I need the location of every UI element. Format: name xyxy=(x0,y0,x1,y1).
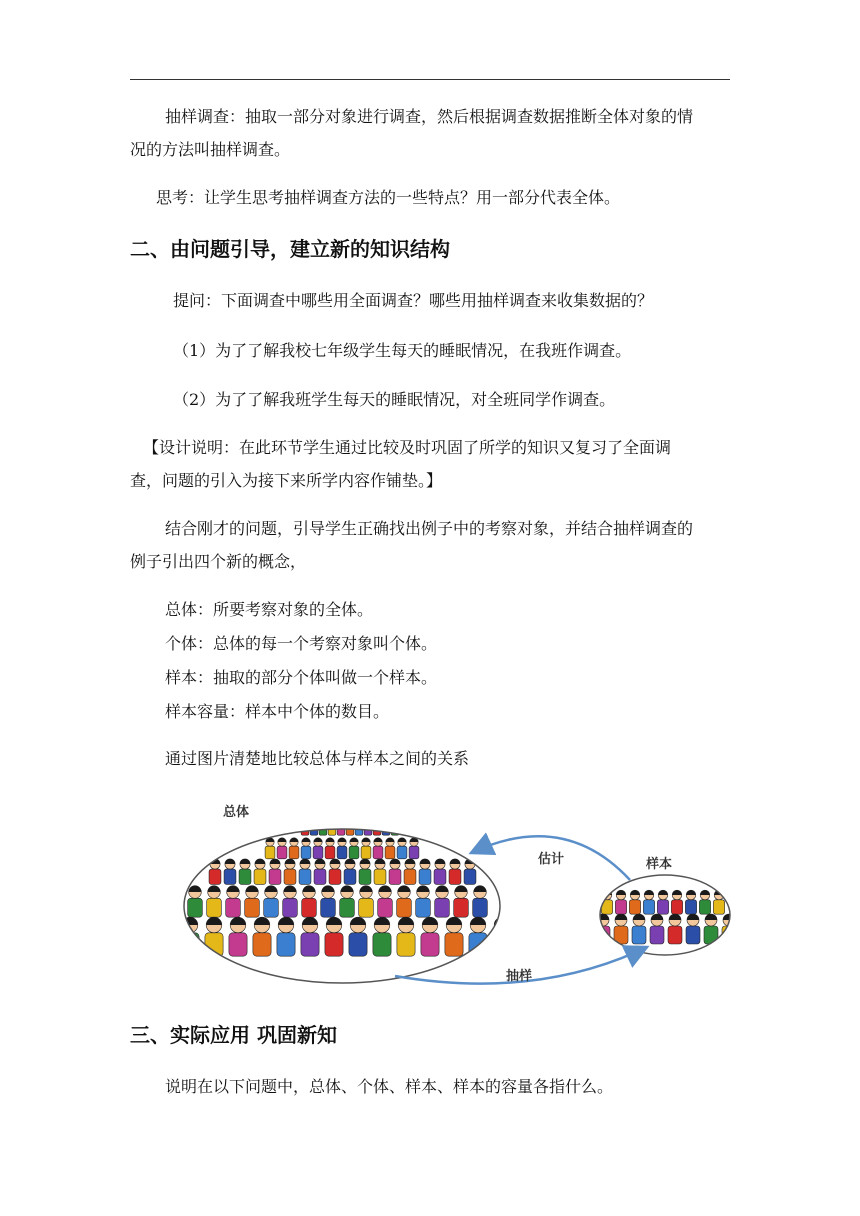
design-note-line-1: 【设计说明：在此环节学生通过比较及时巩固了所学的知识又复习了全面调 xyxy=(143,438,672,457)
label-total: 总体 xyxy=(223,805,250,820)
label-estimate: 估计 xyxy=(538,852,565,867)
sample-crowd xyxy=(595,870,735,960)
label-sample: 样本 xyxy=(646,857,673,872)
population-sample-figure xyxy=(175,800,735,990)
sampling-definition-line-2: 况的方法叫抽样调查。 xyxy=(130,140,291,159)
definition-sample-size: 样本容量：样本中个体的数目。 xyxy=(165,702,390,721)
combine-line-1: 结合刚才的问题，引导学生正确找出例子中的考察对象，并结合抽样调查的 xyxy=(165,519,694,538)
sampling-definition-line-1: 抽样调查：抽取一部分对象进行调查，然后根据调查数据推断全体对象的情 xyxy=(165,107,694,126)
think-paragraph: 思考：让学生思考抽样调查方法的一些特点？用一部分代表全体。 xyxy=(156,188,621,207)
header-rule xyxy=(130,79,730,80)
question-line: 提问：下面调查中哪些用全面调查？哪些用抽样调查来收集数据的？ xyxy=(173,291,654,310)
design-note-line-2: 查，问题的引入为接下来所学内容作铺垫。】 xyxy=(130,471,443,490)
question-item-2: （2）为了了解我班学生每天的睡眠情况，对全班同学作调查。 xyxy=(173,390,616,409)
section-3-text: 说明在以下问题中，总体、个体、样本、样本的容量各指什么。 xyxy=(165,1077,614,1096)
combine-line-2: 例子引出四个新的概念， xyxy=(130,552,307,571)
definition-individual: 个体：总体的每一个考察对象叫个体。 xyxy=(165,634,438,653)
section-2-heading: 二、由问题引导，建立新的知识结构 xyxy=(130,237,450,261)
definition-sample: 样本：抽取的部分个体叫做一个样本。 xyxy=(165,668,438,687)
section-3-heading: 三、实际应用 巩固新知 xyxy=(130,1023,337,1047)
compare-caption: 通过图片清楚地比较总体与样本之间的关系 xyxy=(165,749,470,768)
label-sampling: 抽样 xyxy=(506,969,533,984)
question-item-1: （1）为了了解我校七年级学生每天的睡眠情况，在我班作调查。 xyxy=(173,341,632,360)
definition-total: 总体：所要考察对象的全体。 xyxy=(165,600,374,619)
